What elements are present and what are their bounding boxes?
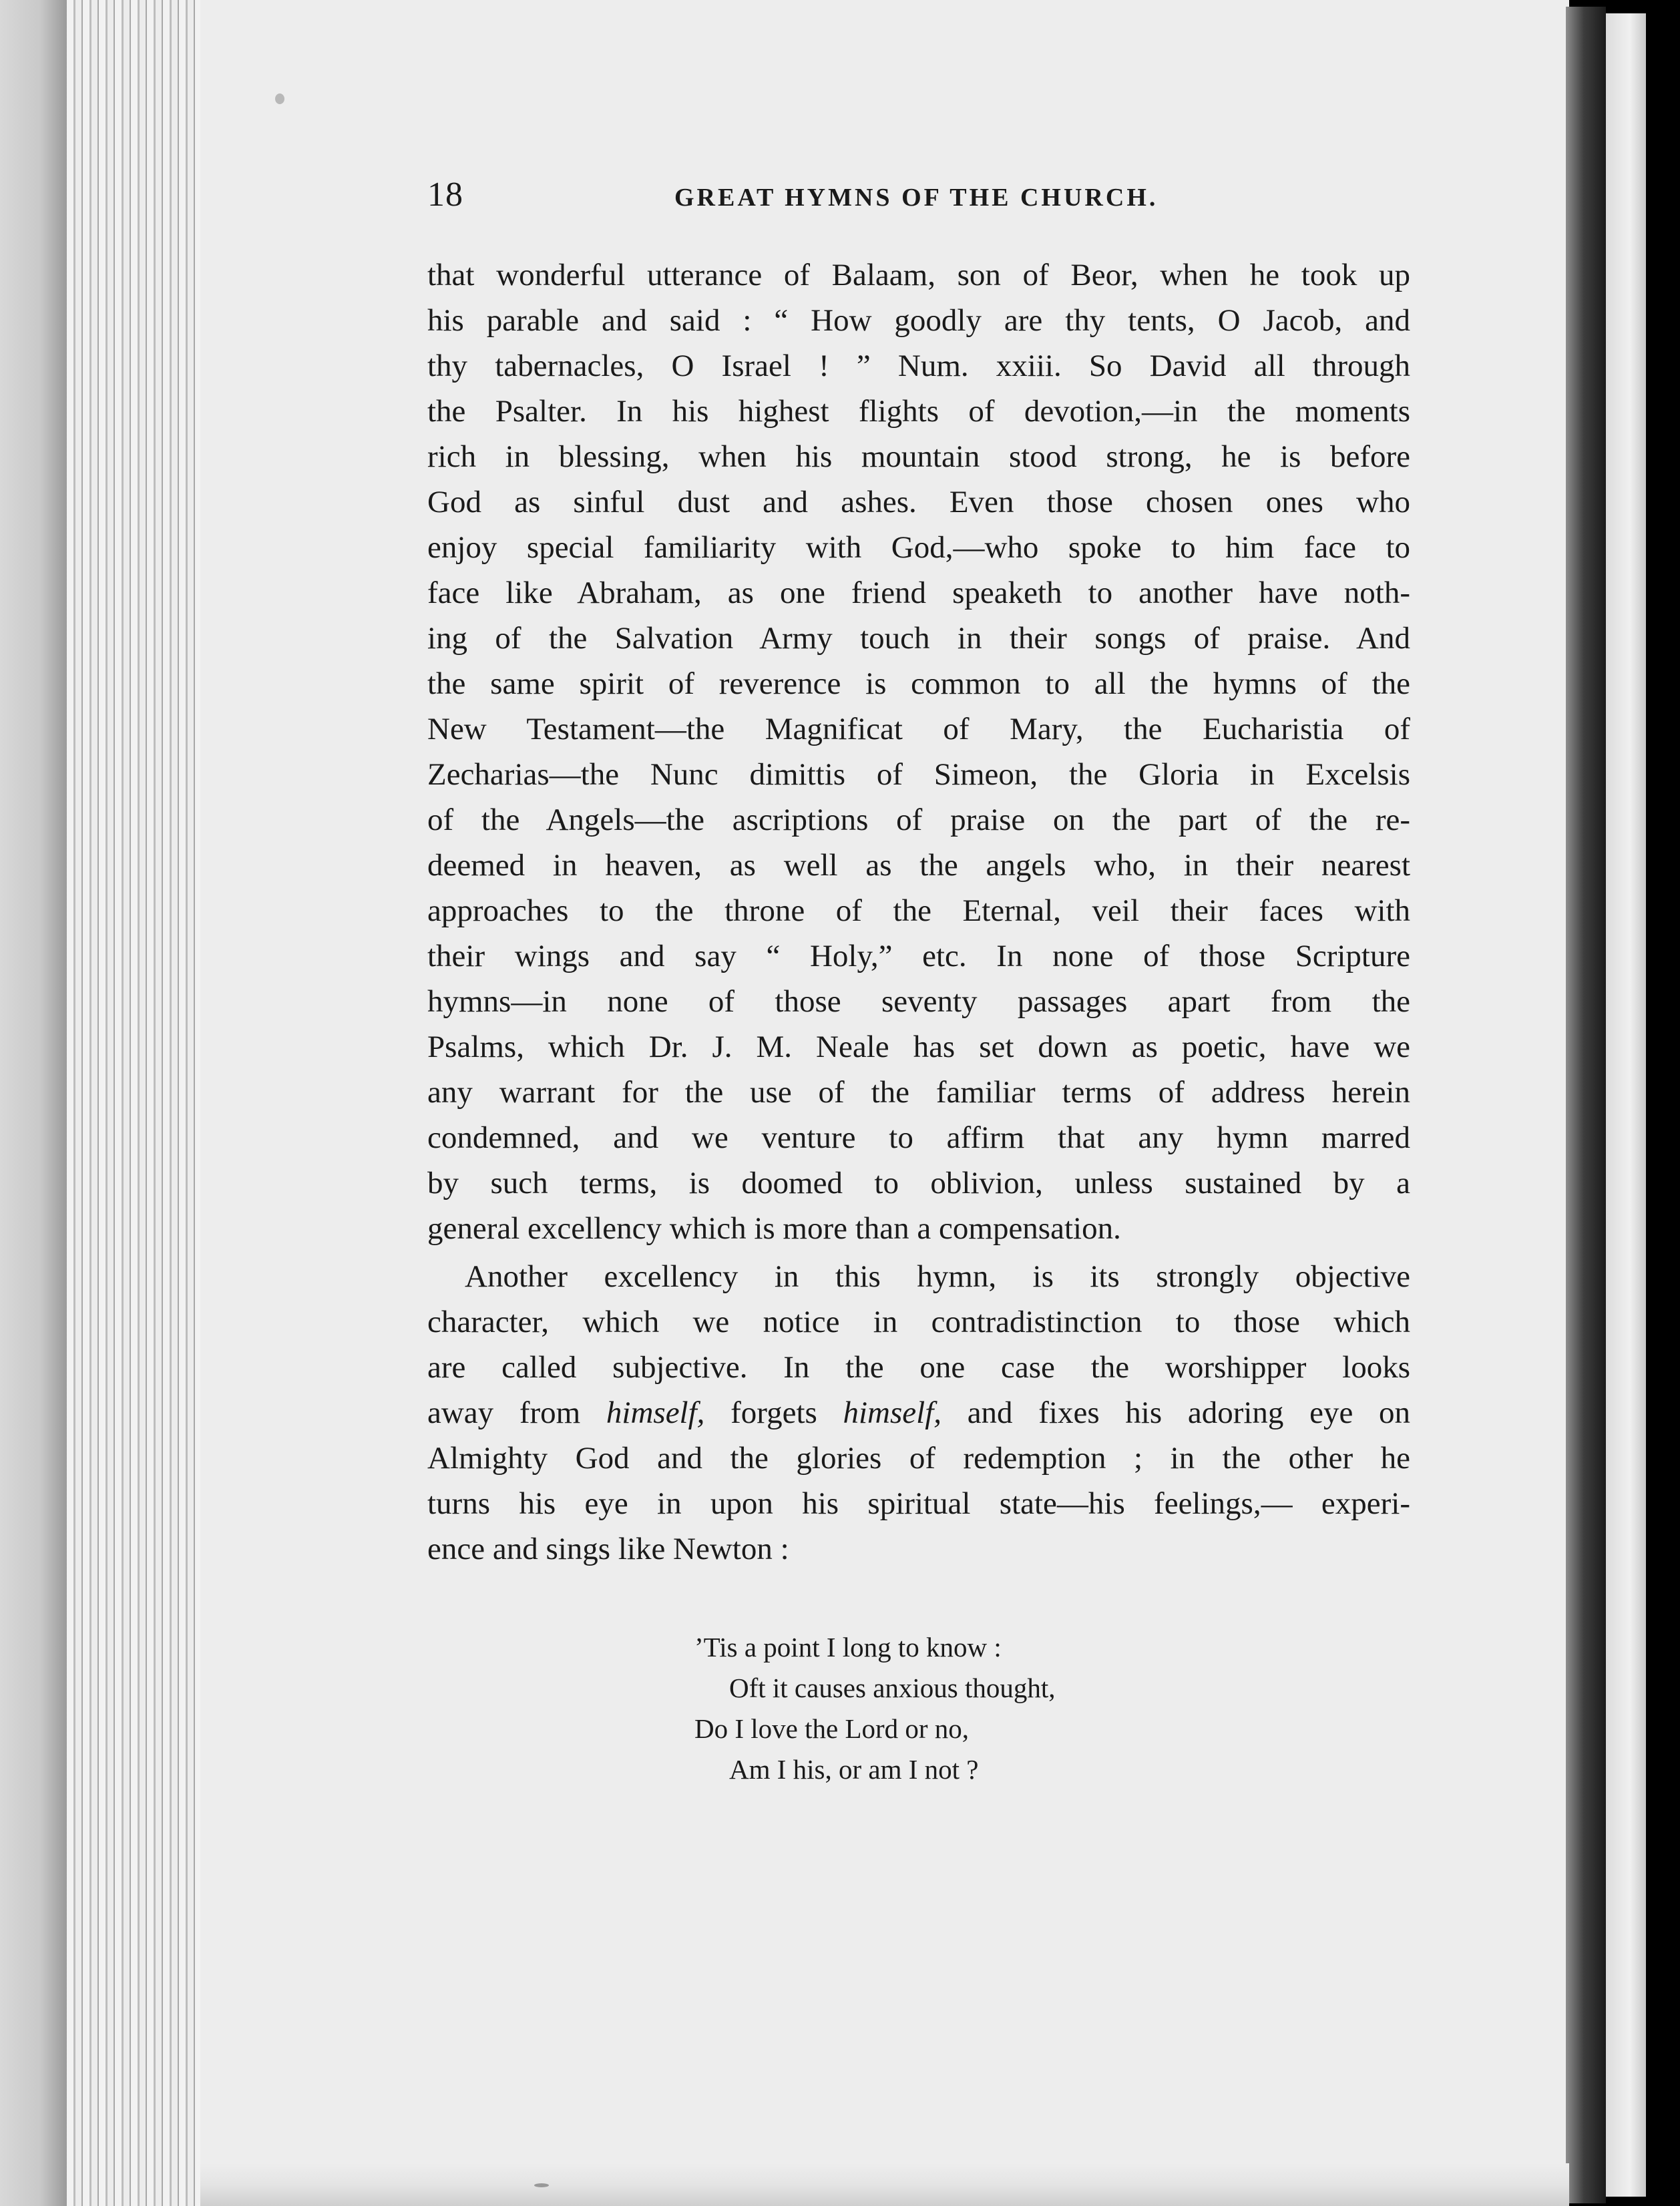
hymn-verse [694, 1627, 1202, 1790]
verse-line: ’Tis a point I long to know : [694, 1632, 1002, 1663]
text-line: God as sinful dust and ashes. Even those chosen ones who [427, 485, 1410, 519]
text-line: the same spirit of reverence is common to all the hymns of the [427, 666, 1410, 701]
text-line: thy tabernacles, O Israel ! ” Num. xxiii. So David all through [427, 349, 1410, 383]
page-gutter-shadow [1566, 7, 1606, 2203]
text-line: ing of the Salvation Army touch in their songs of praise. And [427, 621, 1410, 656]
text-line: of the Angels—the ascriptions of praise on the part of the re- [427, 803, 1410, 837]
text-line: face like Abraham, as one friend speaketh to another have noth- [427, 576, 1410, 610]
book-cover-edge [0, 0, 67, 2206]
facing-page-edge [1606, 13, 1646, 2197]
text-line: New Testament—the Magnificat of Mary, the Eucharistia of [427, 712, 1410, 746]
text-line: enjoy special familiarity with God,—who spoke to him face to [427, 530, 1410, 565]
paragraph-1 [427, 252, 1410, 1251]
text-line: by such terms, is doomed to oblivion, unless sustained by a [427, 1166, 1410, 1200]
text-line: Psalms, which Dr. J. M. Neale has set down as poetic, have we [427, 1030, 1410, 1064]
text-line: character, which we notice in contradistinction to those which [427, 1305, 1410, 1339]
page-number: 18 [427, 176, 463, 214]
text-line: Zecharias—the Nunc dimittis of Simeon, the Gloria in Excelsis [427, 757, 1410, 792]
stacked-page-edges [67, 0, 207, 2206]
paragraph-2 [427, 1254, 1410, 1572]
scan-speck [275, 93, 284, 104]
running-head [427, 175, 1175, 222]
text-line: general excellency which is more than a compensation. [427, 1211, 1121, 1246]
italic-word: himself, [843, 1395, 942, 1430]
text-line: their wings and say “ Holy,” etc. In none of those Scripture [427, 939, 1410, 973]
body-text [427, 252, 1410, 1572]
text-line: Another excellency in this hymn, is its strongly objective [465, 1259, 1410, 1294]
text-line-with-italics [427, 1390, 1410, 1436]
text-line: deemed in heaven, as well as the angels who, in their nearest [427, 848, 1410, 883]
text-line: ence and sings like Newton : [427, 1532, 789, 1566]
text-line: hymns—in none of those seventy passages apart from the [427, 984, 1410, 1019]
text-line: turns his eye in upon his spiritual state—his feelings,— experi- [427, 1486, 1410, 1521]
italic-word: himself, [606, 1395, 705, 1430]
running-title: GREAT HYMNS OF THE CHURCH. [674, 184, 1159, 212]
page-bottom-edge [200, 2163, 1569, 2206]
text-line: Almighty God and the glories of redemption ; in the other he [427, 1441, 1410, 1476]
text-line: rich in blessing, when his mountain stood strong, he is before [427, 439, 1410, 474]
text-run: forgets [704, 1395, 843, 1430]
text-line: any warrant for the use of the familiar terms of address herein [427, 1075, 1410, 1110]
text-line: the Psalter. In his highest flights of devotion,—in the moments [427, 394, 1410, 429]
text-line: approaches to the throne of the Eternal, veil their faces with [427, 893, 1410, 928]
text-line: are called subjective. In the one case the worshipper looks [427, 1350, 1410, 1385]
scan-speck [534, 2183, 549, 2187]
verse-line: Oft it causes anxious thought, [729, 1673, 1056, 1703]
verse-line: Am I his, or am I not ? [729, 1754, 979, 1785]
text-run: away from [427, 1395, 606, 1430]
text-line: condemned, and we venture to affirm that any hymn marred [427, 1120, 1410, 1155]
verse-line: Do I love the Lord or no, [694, 1713, 970, 1744]
text-run: and fixes his adoring eye on [941, 1395, 1410, 1430]
text-line: his parable and said : “ How goodly are thy tents, O Jacob, and [427, 303, 1410, 338]
text-line: that wonderful utterance of Balaam, son of Beor, when he took up [427, 258, 1410, 292]
